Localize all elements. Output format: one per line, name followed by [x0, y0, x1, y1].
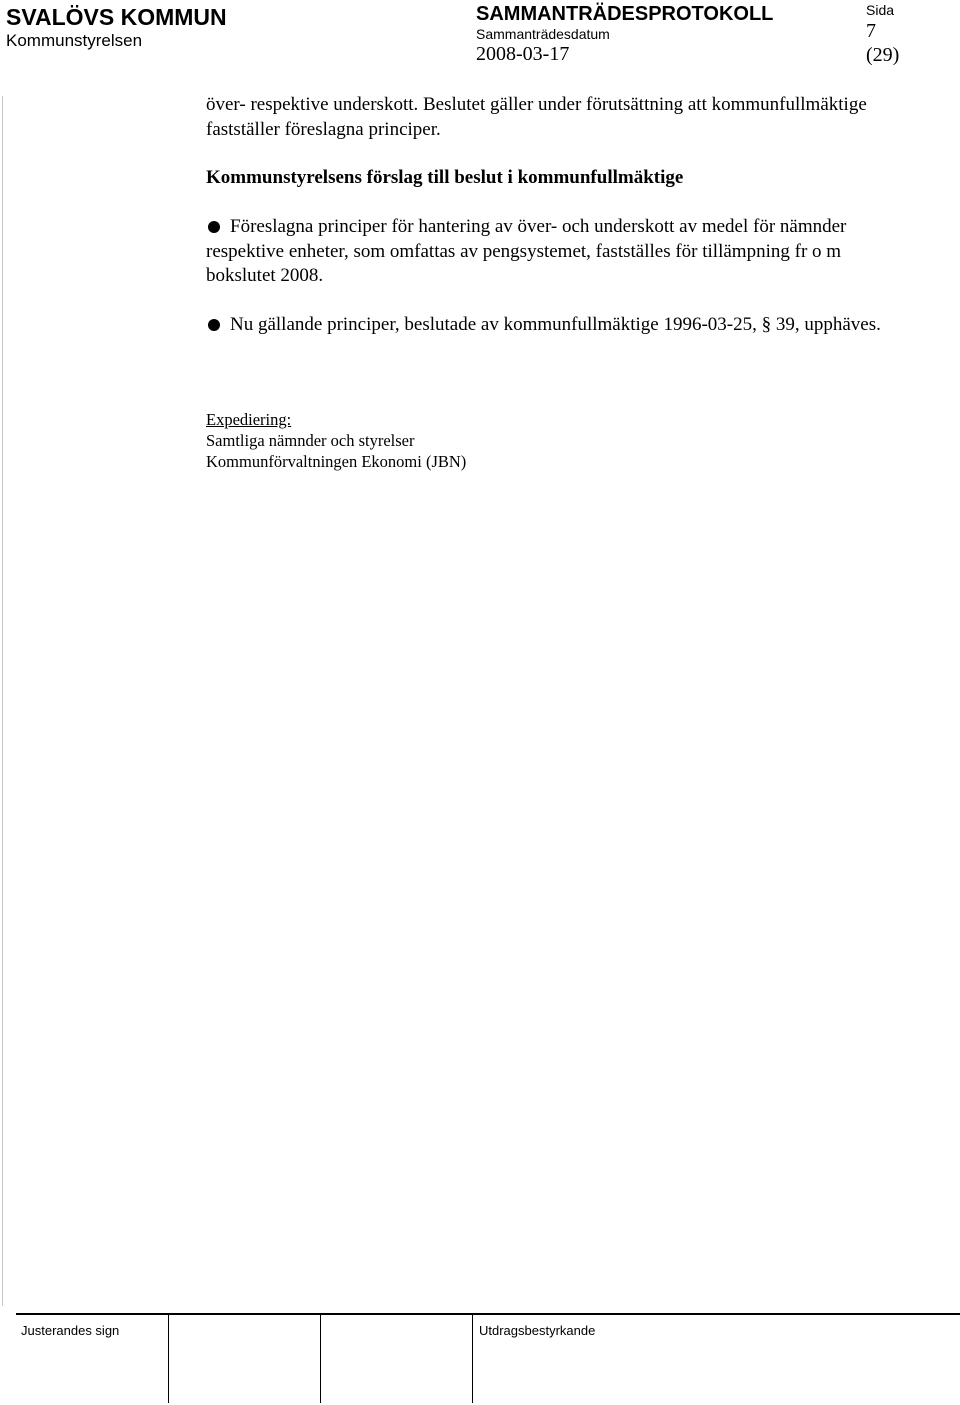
organization-name: SVALÖVS KOMMUN [6, 4, 227, 30]
bullet-dot-icon [208, 319, 220, 331]
expediering-recipient: Samtliga nämnder och styrelser [206, 431, 415, 450]
utdragsbestyrkande-label: Utdragsbestyrkande [479, 1323, 596, 1338]
margin-rule [2, 96, 3, 1306]
bullet-dot-icon [208, 221, 220, 233]
bullet-item [206, 215, 886, 289]
expediering-recipient: Kommunförvaltningen Ekonomi (JBN) [206, 452, 467, 471]
expediering-label: Expediering: [206, 410, 292, 429]
document-type: SAMMANTRÄDESPROTOKOLL [476, 3, 774, 25]
signature-cell [168, 1315, 321, 1403]
justerandes-sign-label: Justerandes sign [21, 1323, 120, 1338]
body-paragraph: över- respektive underskott. Beslutet gäller under förutsättning att kommunfullmäktige fastställer föreslagna principer. [206, 94, 867, 140]
signature-footer [16, 1313, 960, 1405]
bullet-text: Nu gällande principer, beslutade av kommunfullmäktige 1996-03-25, § 39, upphäves. [230, 314, 881, 335]
date-label: Sammanträdesdatum [476, 26, 610, 42]
section-heading: Kommunstyrelsens förslag till beslut i kommunfullmäktige [206, 167, 684, 188]
meeting-date: 2008-03-17 [476, 43, 570, 65]
bullet-text: Föreslagna principer för hantering av över- och underskott av medel för nämnder respektive enheter, som omfattas av pengsystemet, fastställes för tillämpning fr o m bokslutet 2008. [206, 216, 847, 286]
page-number: 7 [866, 20, 876, 42]
bullet-item [206, 313, 886, 338]
signature-cell [320, 1315, 473, 1403]
page-total: (29) [866, 44, 900, 66]
page-label: Sida [866, 2, 895, 18]
department-name: Kommunstyrelsen [6, 31, 143, 50]
